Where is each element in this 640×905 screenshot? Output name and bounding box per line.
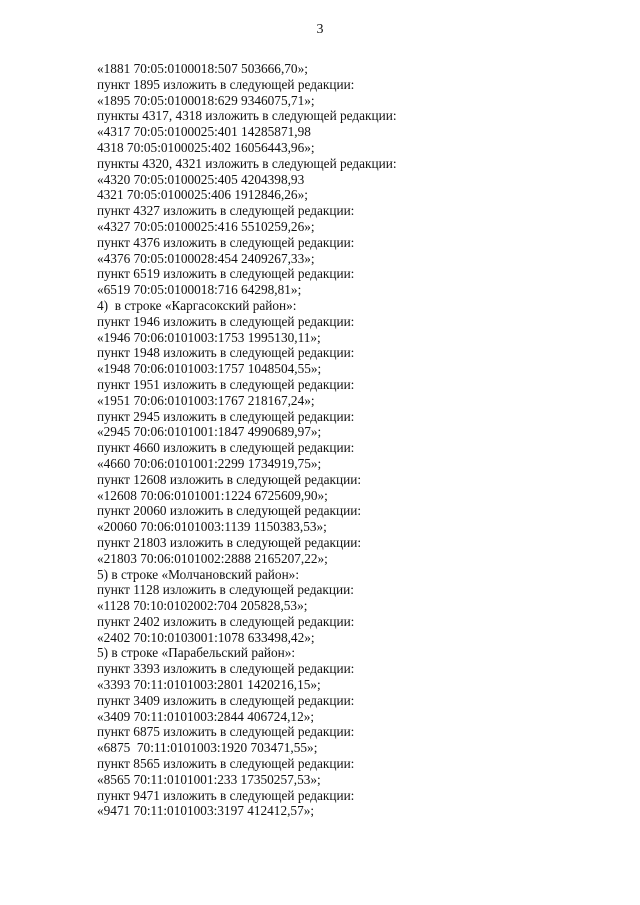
text-line: пункт 6519 изложить в следующей редакции:: [97, 266, 355, 282]
text-line: пункты 4317, 4318 изложить в следующей редакции:: [97, 108, 397, 124]
text-line: «21803 70:06:0101002:2888 2165207,22»;: [97, 550, 328, 566]
text-line: 5) в строке «Молчановский район»:: [97, 566, 300, 582]
text-line: «1946 70:06:0101003:1753 1995130,11»;: [97, 329, 321, 345]
text-line: «4317 70:05:0100025:401 14285871,98: [97, 124, 311, 140]
text-line: «1951 70:06:0101003:1767 218167,24»;: [97, 392, 315, 408]
text-line: «9471 70:11:0101003:3197 412412,57»;: [97, 803, 315, 819]
text-line: пункт 1948 изложить в следующей редакции:: [97, 345, 355, 361]
text-line: пункт 12608 изложить в следующей редакции:: [97, 471, 362, 487]
text-line: пункт 8565 изложить в следующей редакции:: [97, 756, 355, 772]
text-line: пункт 1128 изложить в следующей редакции:: [97, 582, 354, 598]
text-line: «3409 70:11:0101003:2844 406724,12»;: [97, 708, 315, 724]
text-line: пункт 21803 изложить в следующей редакции:: [97, 534, 362, 550]
text-line: «4376 70:05:0100028:454 2409267,33»;: [97, 250, 315, 266]
text-line: «12608 70:06:0101001:1224 6725609,90»;: [97, 487, 328, 503]
text-line: «2402 70:10:0103001:1078 633498,42»;: [97, 629, 315, 645]
text-line: «6519 70:05:0100018:716 64298,81»;: [97, 282, 302, 298]
text-line: пункт 1895 изложить в следующей редакции:: [97, 76, 355, 92]
text-line: «6875 70:11:0101003:1920 703471,55»;: [97, 740, 318, 756]
text-line: пункт 2402 изложить в следующей редакции:: [97, 613, 355, 629]
text-line: пункты 4320, 4321 изложить в следующей редакции:: [97, 155, 397, 171]
text-line: пункт 4327 изложить в следующей редакции:: [97, 203, 355, 219]
text-line: «20060 70:06:0101003:1139 1150383,53»;: [97, 519, 327, 535]
text-line: пункт 20060 изложить в следующей редакции:: [97, 503, 362, 519]
text-line: пункт 1946 изложить в следующей редакции:: [97, 313, 355, 329]
text-line: пункт 1951 изложить в следующей редакции:: [97, 376, 355, 392]
text-line: пункт 6875 изложить в следующей редакции:: [97, 724, 355, 740]
document-body: [97, 61, 557, 819]
text-line: пункт 4376 изложить в следующей редакции:: [97, 234, 355, 250]
text-line: 4318 70:05:0100025:402 16056443,96»;: [97, 139, 315, 155]
text-line: «1948 70:06:0101003:1757 1048504,55»;: [97, 361, 322, 377]
page-number: 3: [316, 22, 324, 37]
text-line: «4660 70:06:0101001:2299 1734919,75»;: [97, 455, 322, 471]
text-line: «1895 70:05:0100018:629 9346075,71»;: [97, 92, 315, 108]
text-line: пункт 4660 изложить в следующей редакции:: [97, 440, 355, 456]
text-line: 4) в строке «Каргасокский район»:: [97, 297, 297, 313]
text-line: «1881 70:05:0100018:507 503666,70»;: [97, 61, 308, 76]
text-line: пункт 3409 изложить в следующей редакции:: [97, 692, 355, 708]
text-line: «2945 70:06:0101001:1847 4990689,97»;: [97, 424, 322, 440]
text-line: «4320 70:05:0100025:405 4204398,93: [97, 171, 305, 187]
text-line: «1128 70:10:0102002:704 205828,53»;: [97, 598, 308, 614]
text-line: пункт 9471 изложить в следующей редакции:: [97, 787, 355, 803]
text-line: «8565 70:11:0101001:233 17350257,53»;: [97, 771, 321, 787]
text-line: «4327 70:05:0100025:416 5510259,26»;: [97, 218, 315, 234]
text-line: «3393 70:11:0101003:2801 1420216,15»;: [97, 677, 321, 693]
text-line: пункт 2945 изложить в следующей редакции:: [97, 408, 355, 424]
text-line: 4321 70:05:0100025:406 1912846,26»;: [97, 187, 308, 203]
text-line: пункт 3393 изложить в следующей редакции:: [97, 661, 355, 677]
text-line: 5) в строке «Парабельский район»:: [97, 645, 296, 661]
